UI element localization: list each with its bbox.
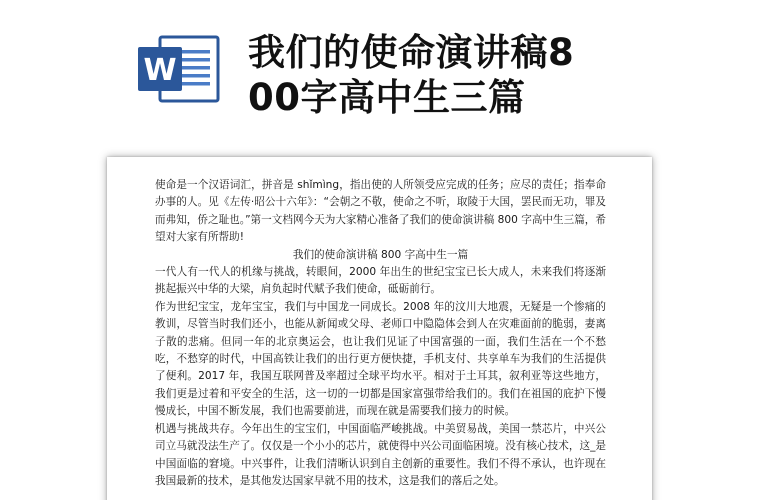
word-icon-letter: W <box>143 53 177 88</box>
section-heading: 我们的使命演讲稿 800 字高中生一篇 <box>292 248 469 261</box>
word-document-icon <box>134 34 222 104</box>
document-title-line-1: 我们的使命演讲稿8 <box>248 31 575 74</box>
body-paragraph: 一代人有一代人的机缘与挑战，转眼间，2000 年出生的世纪宝宝已长大成人，未来我们将逐渐挑起振兴中华的大梁，肩负起时代赋予我们使命，砥砺前行。 <box>155 266 606 296</box>
intro-paragraph: 使命是一个汉语词汇，拼音是 shǐmìng，指出使的人所领受应完成的任务；应尽的责任；指奉命办事的人。见《左传·昭公十六年》：“会朝之不敬，使命之不听，取陵于大国，罢民而无功，罪及而弗知，侨之耻也。”第一文档网今天为大家精心准备了我们的使命演讲稿 800 字高中生三篇，希望对大家有所帮助! <box>155 179 606 244</box>
document-title <box>248 30 648 120</box>
body-paragraph: 作为世纪宝宝，龙年宝宝，我们与中国龙一同成长。2008 年的汶川大地震，无疑是一个惨痛的教训，尽管当时我们还小，也能从新闻或父母、老师口中隐隐体会到人在灾难面前的脆弱，妻离子散的悲痛。但同一年的北京奥运会，也让我们见证了中国富强的一面，我们生活在一个不愁吃，不愁穿的时代，中国高铁让我们的出行更方便快捷，手机支付、共享单车为我们的生活提供了便利。2017 年，我国互联网普及率超过全球平均水平。相对于土耳其，叙利亚等这些地方，我们更是过着和平安全的生活，这一切的一切都是国家富强带给我们的。我们在祖国的庇护下慢慢成长，中国不断发展，我们也需要前进，而现在就是需要我们接力的时候。 <box>155 300 606 418</box>
document-page-preview <box>107 157 652 500</box>
document-body <box>155 177 606 490</box>
body-paragraph: 机遇与挑战共存。今年出生的宝宝们，中国面临严峻挑战。中美贸易战，美国一禁芯片，中兴公司立马就没法生产了。仅仅是一个小小的芯片，就使得中兴公司面临困境。没有核心技术，这_是中国面临的窘境。中兴事件，让我们清晰认识到自主创新的重要性。我们不得不承认，也许现在我国最新的技术，是其他发达国家早就不用的技术，这是我们的落后之处。 <box>155 422 606 487</box>
document-title-line-2: 00字高中生三篇 <box>248 76 526 119</box>
